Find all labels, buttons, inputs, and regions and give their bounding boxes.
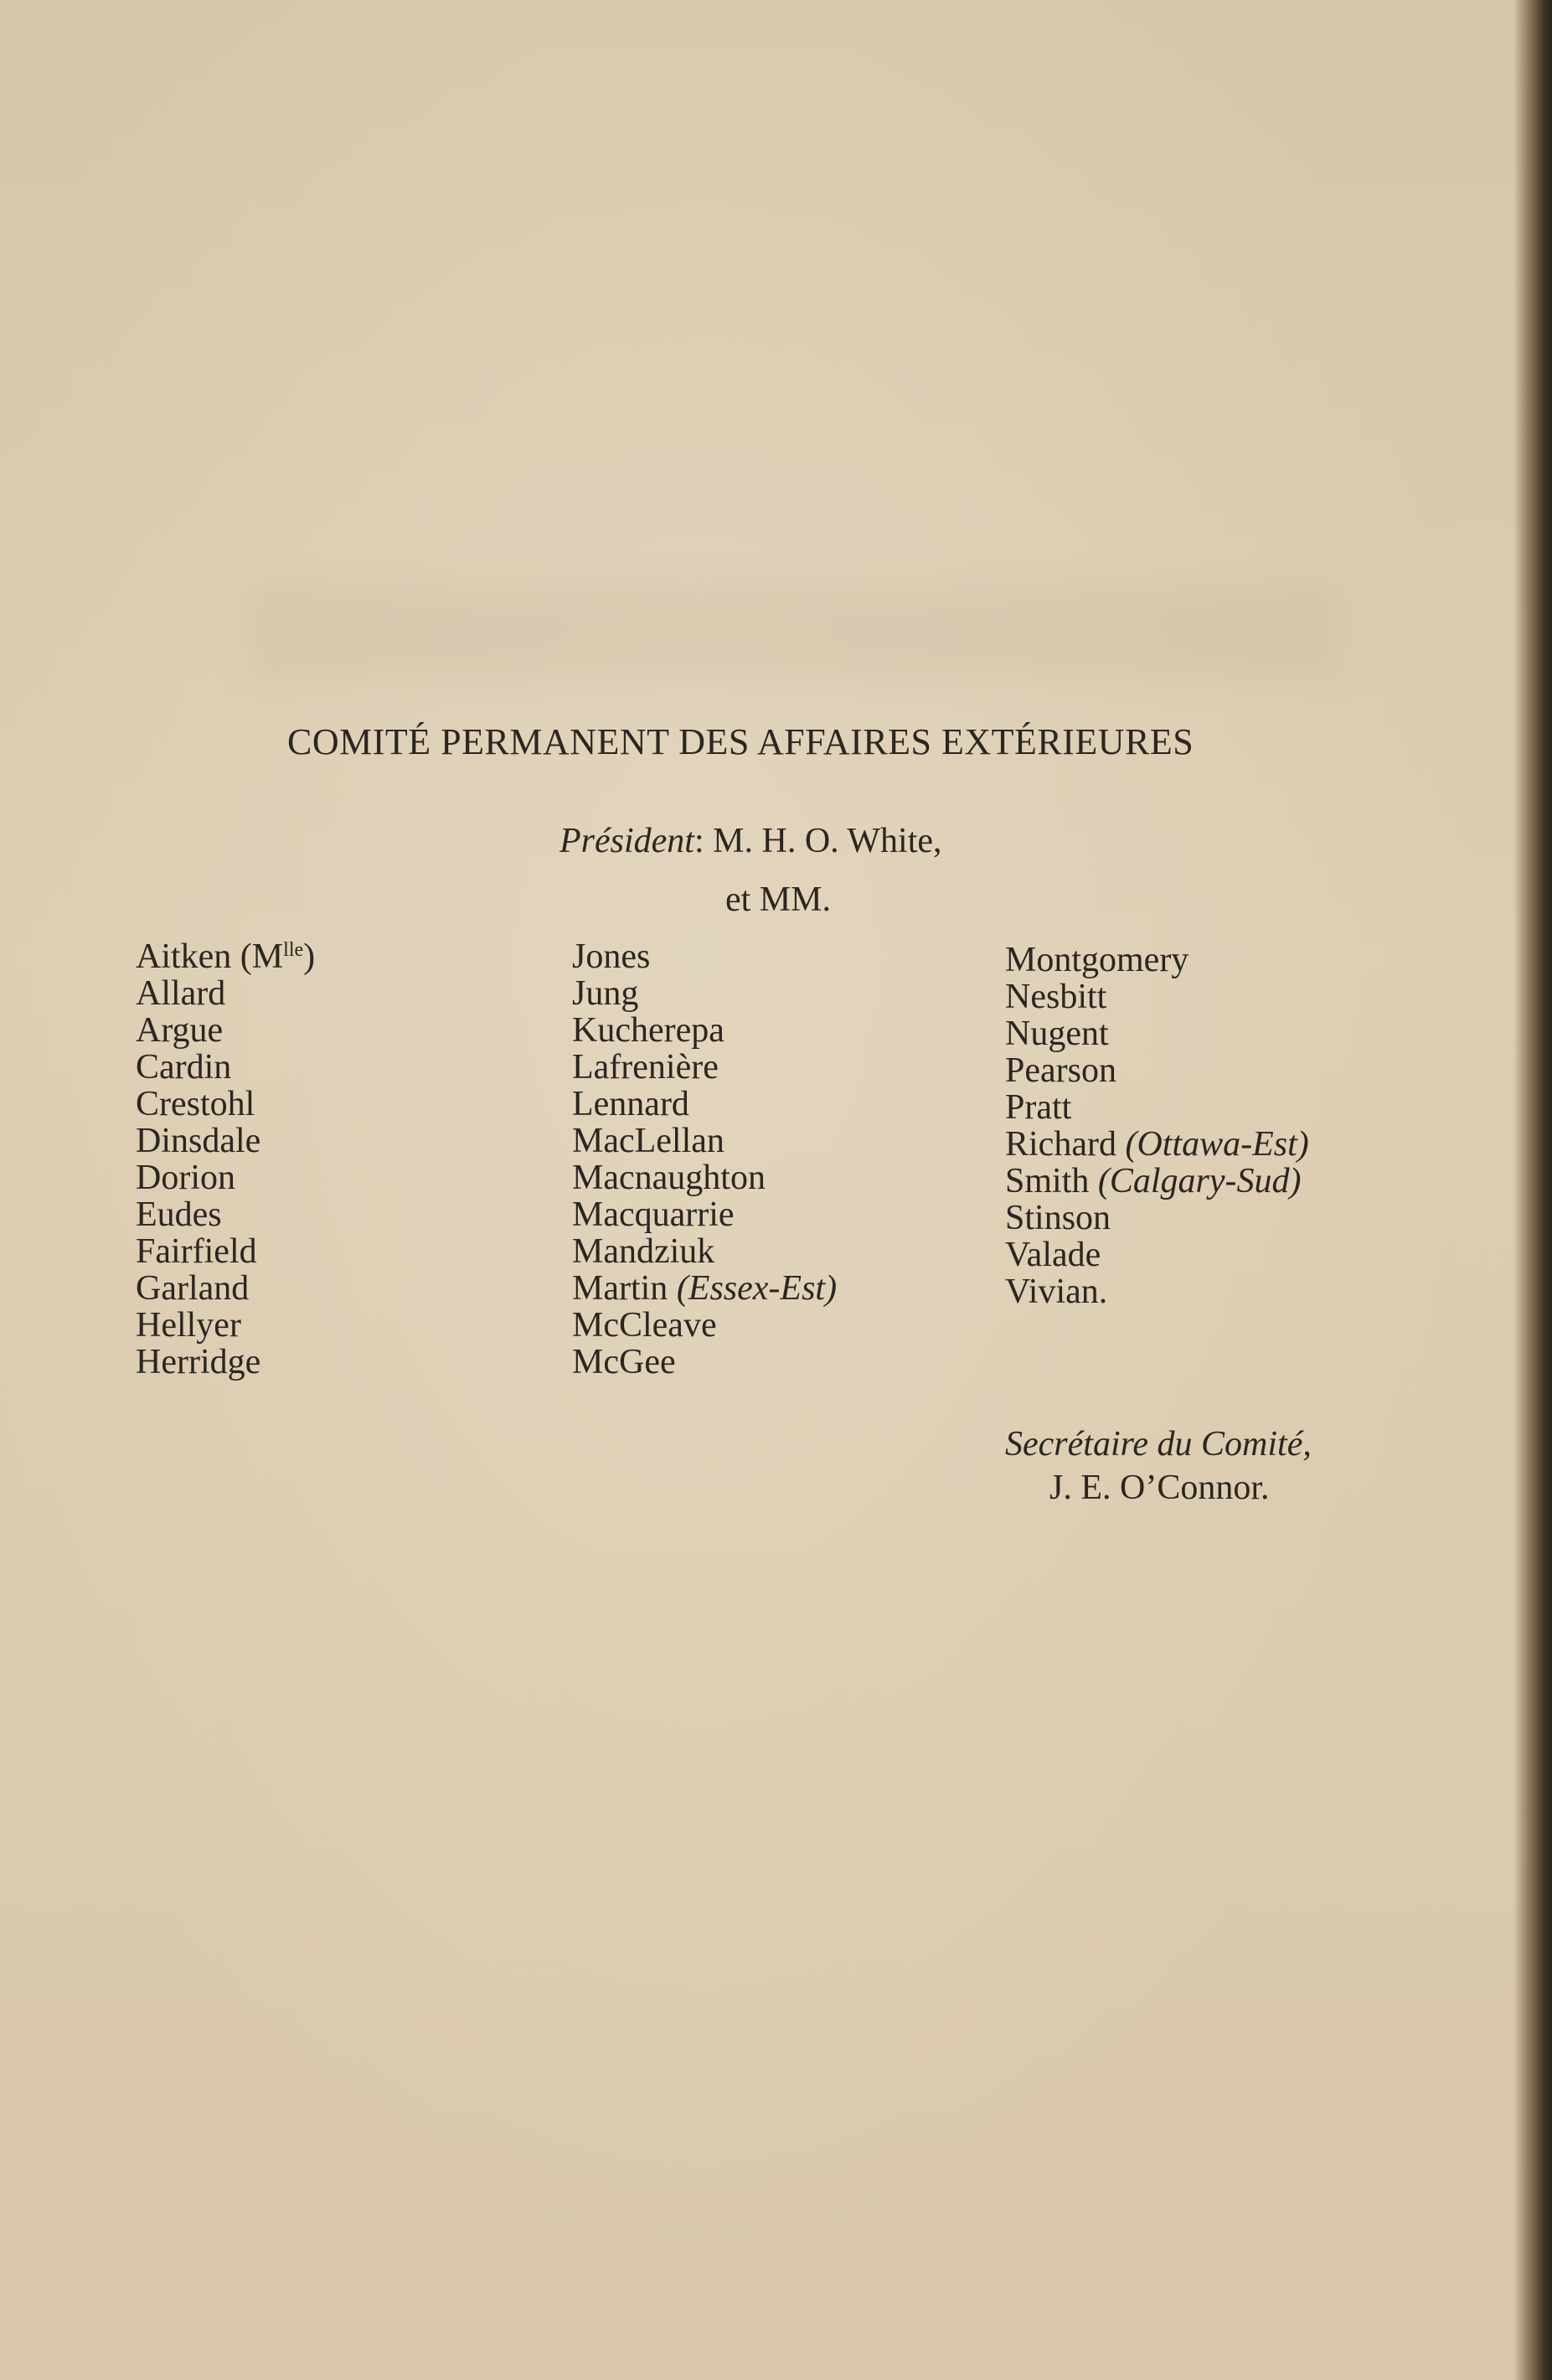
member-surname: Argue bbox=[136, 1011, 224, 1050]
member-name bbox=[136, 1270, 315, 1307]
member-surname: Garland bbox=[136, 1269, 250, 1308]
member-surname: Macnaughton bbox=[572, 1159, 766, 1197]
member-name bbox=[1005, 942, 1309, 978]
member-name bbox=[1005, 1200, 1309, 1236]
member-surname: MacLellan bbox=[572, 1122, 724, 1160]
member-name bbox=[136, 975, 315, 1012]
member-surname: Mandziuk bbox=[572, 1232, 715, 1271]
member-surname: Kucherepa bbox=[572, 1011, 724, 1050]
member-name bbox=[572, 1049, 837, 1086]
member-surname: Allard bbox=[136, 974, 226, 1013]
member-surname: Pearson bbox=[1005, 1051, 1116, 1090]
member-title-superscript: lle bbox=[283, 939, 304, 961]
member-name bbox=[1005, 1052, 1309, 1089]
member-surname: Hellyer bbox=[136, 1306, 241, 1345]
member-surname: Nesbitt bbox=[1005, 978, 1107, 1016]
member-surname: Stinson bbox=[1005, 1199, 1111, 1237]
member-surname: Smith bbox=[1005, 1162, 1090, 1200]
member-surname: Macquarrie bbox=[572, 1195, 735, 1234]
president-line bbox=[559, 821, 942, 861]
member-surname: Jung bbox=[572, 974, 639, 1013]
president-label: Président bbox=[559, 822, 694, 860]
member-name bbox=[1005, 1126, 1309, 1163]
member-surname: McCleave bbox=[572, 1306, 717, 1345]
member-name bbox=[136, 1012, 315, 1049]
member-surname: Nugent bbox=[1005, 1014, 1109, 1053]
member-name bbox=[1005, 978, 1309, 1015]
member-surname: Cardin bbox=[136, 1048, 232, 1087]
member-name bbox=[572, 1123, 837, 1159]
member-surname: Aitken (M bbox=[136, 937, 284, 976]
member-riding: (Calgary-Sud) bbox=[1097, 1162, 1302, 1200]
member-name bbox=[572, 1086, 837, 1123]
members-column-3 bbox=[1005, 942, 1309, 1310]
member-name bbox=[1005, 1089, 1309, 1126]
member-surname: Fairfield bbox=[136, 1232, 257, 1271]
secretary-label: Secrétaire du Comité, bbox=[1005, 1425, 1312, 1464]
member-name bbox=[136, 938, 315, 975]
member-riding: (Ottawa-Est) bbox=[1125, 1125, 1309, 1164]
member-name bbox=[1005, 1015, 1309, 1052]
member-name bbox=[136, 1159, 315, 1196]
member-surname: Lafrenière bbox=[572, 1048, 719, 1087]
member-surname: Richard bbox=[1005, 1125, 1116, 1164]
member-surname: Jones bbox=[572, 937, 651, 976]
member-surname: McGee bbox=[572, 1343, 676, 1381]
member-name bbox=[572, 1270, 837, 1307]
member-surname: Pratt bbox=[1005, 1088, 1072, 1127]
member-name bbox=[572, 1196, 837, 1233]
member-surname: Dorion bbox=[136, 1159, 235, 1197]
member-riding: (Essex-Est) bbox=[676, 1269, 838, 1308]
book-spine-edge bbox=[1513, 0, 1552, 2380]
member-surname: Eudes bbox=[136, 1195, 222, 1234]
member-name bbox=[572, 975, 837, 1012]
member-surname: Lennard bbox=[572, 1085, 689, 1123]
member-surname: Martin bbox=[572, 1269, 668, 1308]
members-column-2 bbox=[572, 938, 837, 1381]
members-column-1 bbox=[136, 938, 315, 1381]
member-name bbox=[136, 1086, 315, 1123]
member-surname: Valade bbox=[1005, 1236, 1101, 1274]
member-name bbox=[572, 1233, 837, 1270]
bleed-through-shadow bbox=[251, 586, 1340, 679]
member-surname: Dinsdale bbox=[136, 1122, 261, 1160]
member-name bbox=[572, 1012, 837, 1049]
member-name bbox=[136, 1233, 315, 1270]
committee-title: COMITÉ PERMANENT DES AFFAIRES EXTÉRIEURES bbox=[287, 721, 1194, 762]
member-name bbox=[1005, 1273, 1309, 1310]
member-name bbox=[1005, 1163, 1309, 1200]
member-title-suffix: ) bbox=[303, 937, 316, 976]
member-name bbox=[572, 1307, 837, 1344]
member-name bbox=[136, 1307, 315, 1344]
member-name bbox=[572, 938, 837, 975]
member-surname: Vivian. bbox=[1005, 1273, 1108, 1311]
member-surname: Montgomery bbox=[1005, 941, 1189, 979]
member-surname: Herridge bbox=[136, 1343, 261, 1381]
member-name bbox=[572, 1159, 837, 1196]
member-name bbox=[1005, 1236, 1309, 1273]
member-name bbox=[572, 1344, 837, 1381]
member-name bbox=[136, 1049, 315, 1086]
president-name: : M. H. O. White, bbox=[694, 822, 942, 860]
member-name bbox=[136, 1196, 315, 1233]
member-name bbox=[136, 1344, 315, 1381]
secretary-name: J. E. O’Connor. bbox=[1049, 1469, 1270, 1507]
member-surname: Crestohl bbox=[136, 1085, 255, 1123]
member-name bbox=[136, 1123, 315, 1159]
et-mm-line: et MM. bbox=[725, 880, 831, 919]
